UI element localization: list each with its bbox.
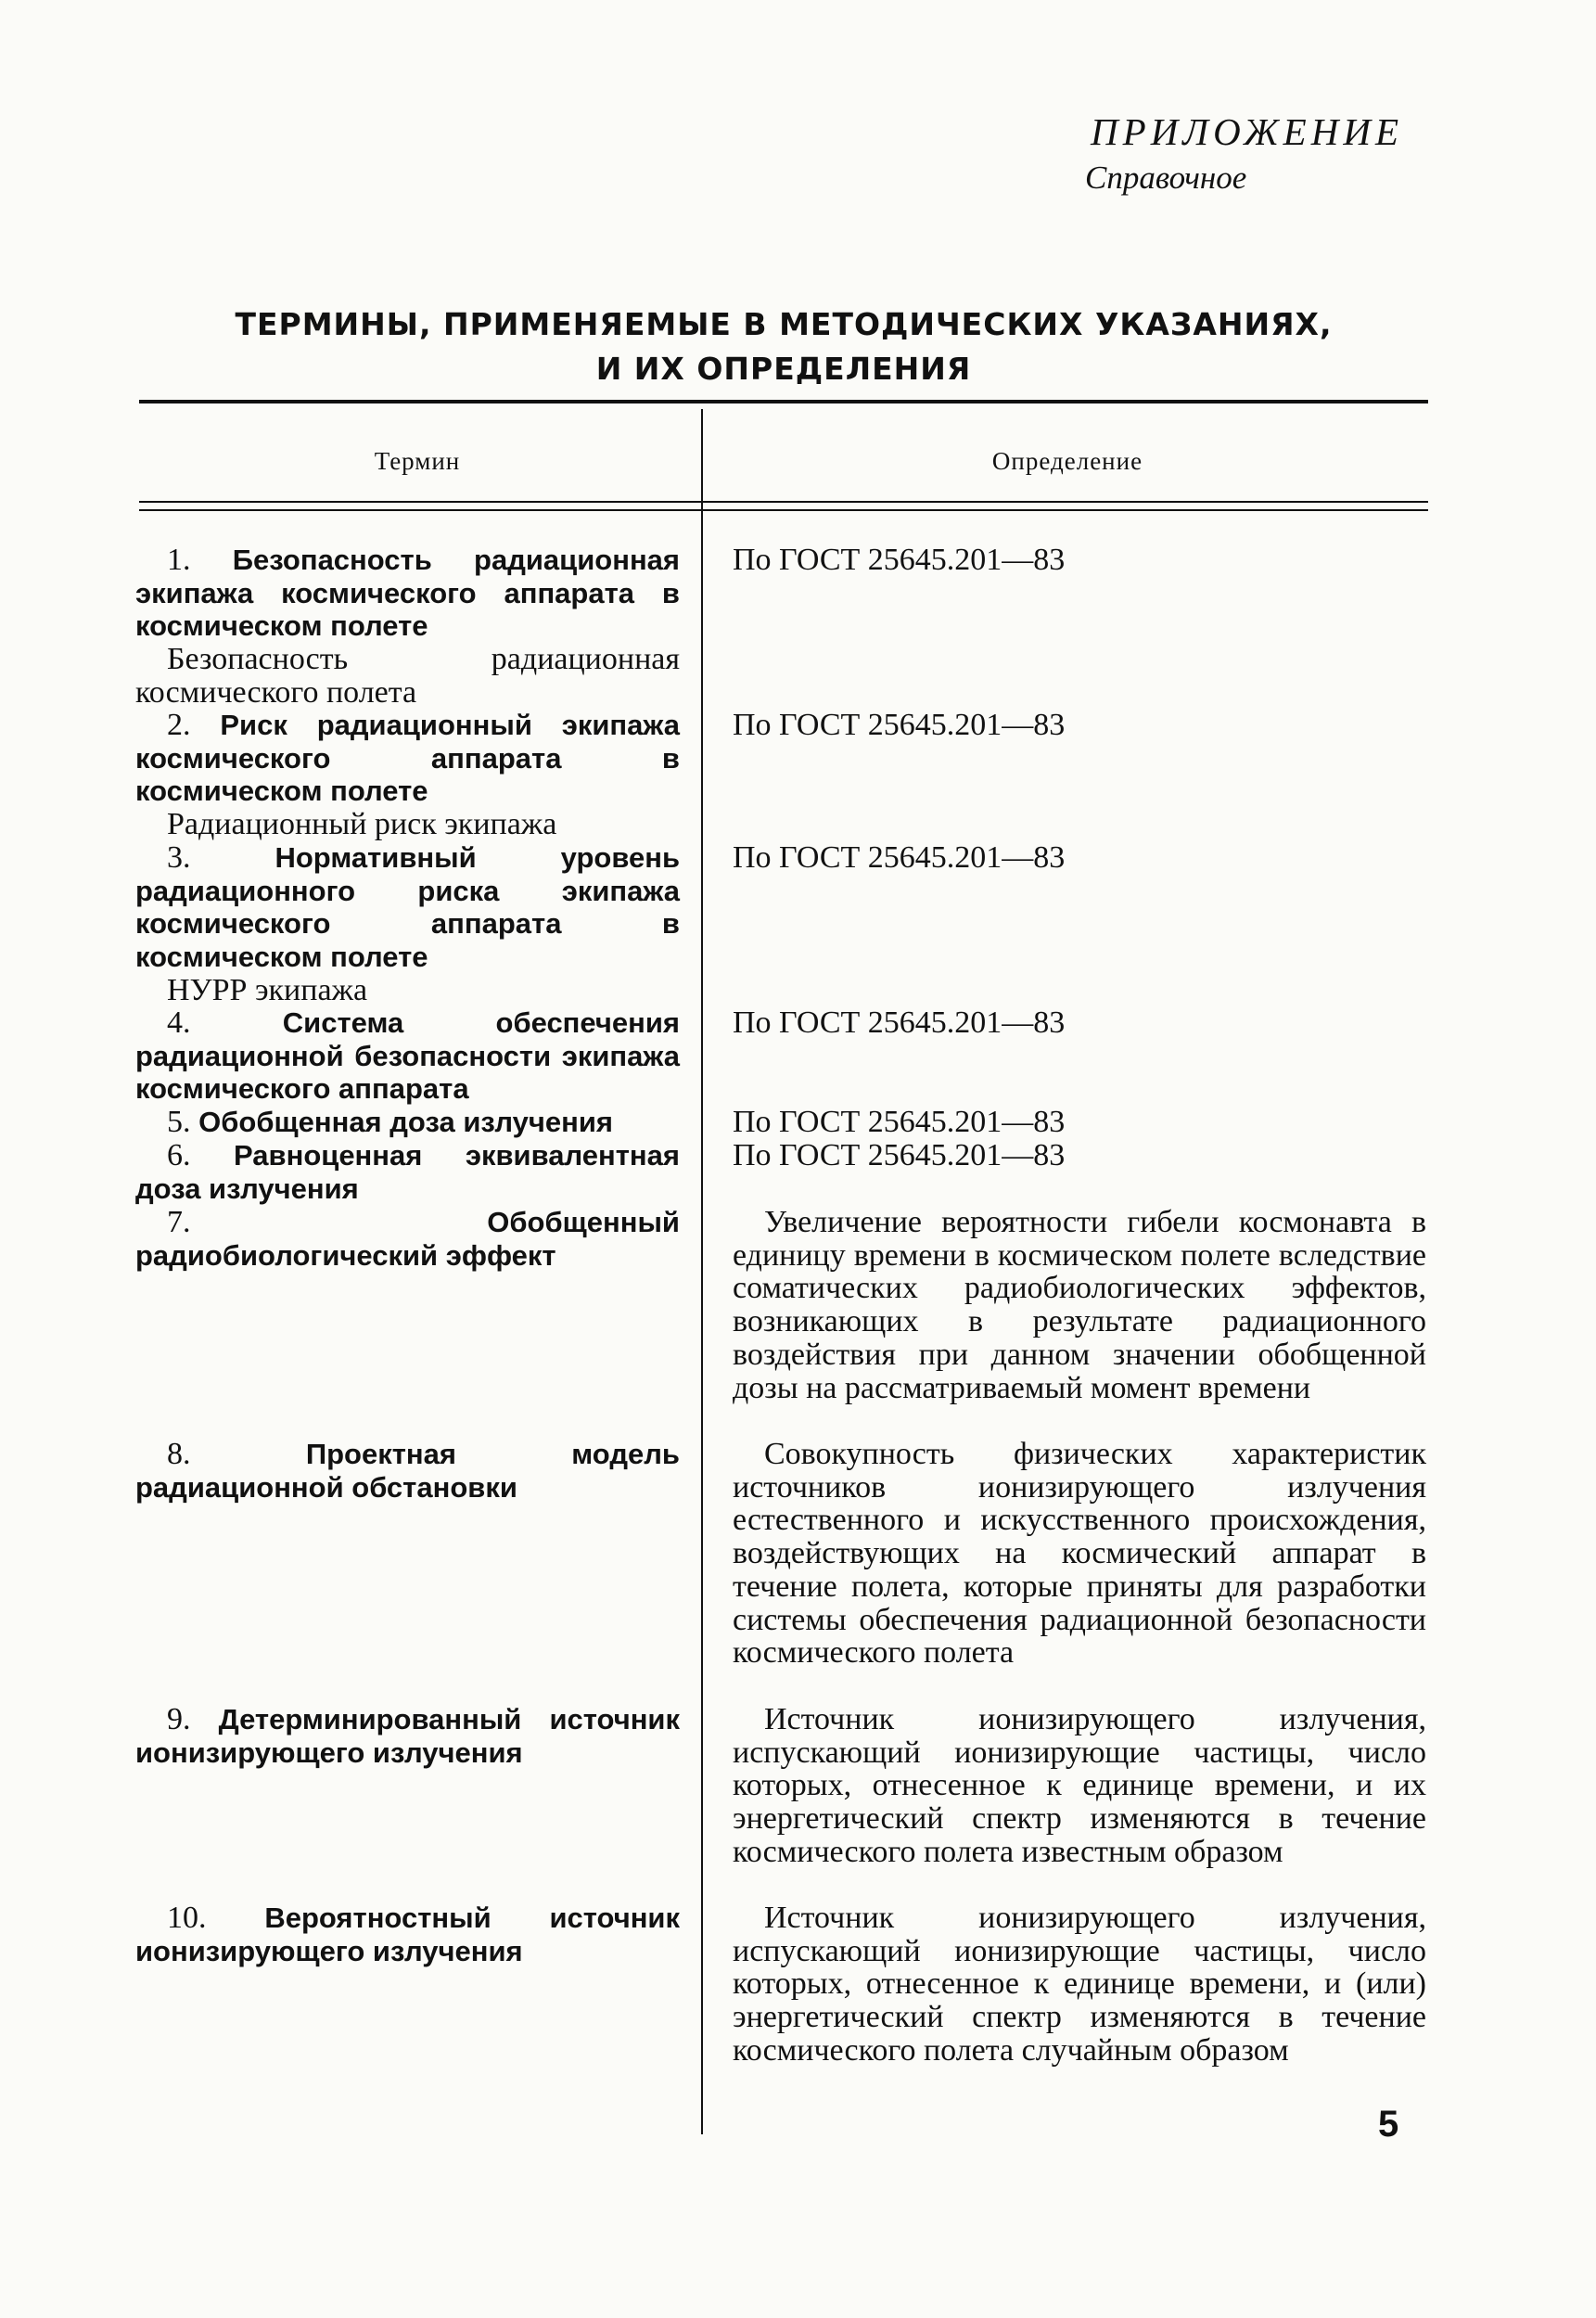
column-header-term: Термин (374, 447, 461, 475)
term-text: Детерминированный источник ионизирующего излучения (135, 1703, 680, 1769)
term-cell (135, 1206, 680, 1272)
table-row (0, 1703, 1596, 1902)
term-cell (135, 1902, 680, 1967)
table-row (0, 1438, 1596, 1703)
table-row (0, 1006, 1596, 1106)
definition-text: Увеличение вероятности гибели космонавта в единицу времени в космическом полете вследствие соматических радиобиологических эффектов, возникающих в результате радиационного воздействия при данном значении обобщенной дозы на рассматриваемый момент времени (733, 1205, 1426, 1405)
definition-text: Источник ионизирующего излучения, испускающий ионизирующие частицы, число которых, отнесенное к единице времени, и (или) энергетический спектр изменяются в течение космического полета случайным образом (733, 1901, 1426, 2068)
definition-cell: По ГОСТ 25645.201—83 (733, 543, 1066, 577)
term-number: 7. (167, 1205, 191, 1239)
term-cell (135, 1006, 680, 1106)
column-header-definition: Определение (991, 447, 1143, 475)
table-top-rule (139, 400, 1428, 403)
definition-text: Источник ионизирующего излучения, испускающий ионизирующие частицы, число которых, отнесенное к единице времени, и их энергетический спектр изменяются в течение космического полета известным образом (733, 1702, 1426, 1869)
header-rule (139, 501, 1428, 503)
page-number: 5 (1378, 2104, 1399, 2145)
term-synonym: Радиационный риск экипажа (167, 807, 557, 842)
term-number: 8. (167, 1437, 191, 1471)
definition-cell: По ГОСТ 25645.201—83 (733, 1138, 1066, 1172)
term-text: Равноценная эквивалентная доза излучения (135, 1139, 680, 1205)
term-number: 2. (167, 708, 191, 742)
term-synonym: Безопасность радиационная космического полета (135, 642, 680, 710)
term-cell (135, 1106, 680, 1139)
table-row (0, 1139, 1596, 1206)
term-text: Риск радиационный экипажа космического аппарата в космическом полете (135, 709, 680, 808)
table-row (0, 841, 1596, 1006)
definition-cell (733, 1438, 1426, 1670)
term-text: Безопасность радиационная экипажа космического аппарата в космическом полете (135, 544, 680, 643)
header-rule-double (139, 509, 1428, 511)
table-row (0, 709, 1596, 841)
terms-table (0, 544, 1596, 2100)
definition-cell: По ГОСТ 25645.201—83 (733, 708, 1066, 742)
term-text: Обобщенный радиобиологический эффект (135, 1206, 680, 1272)
term-text: Нормативный уровень радиационного риска экипажа космического аппарата в космическом полете (135, 841, 680, 974)
definition-cell: По ГОСТ 25645.201—83 (733, 1005, 1066, 1040)
term-synonym: НУРР экипажа (167, 972, 368, 1007)
definition-cell (733, 1902, 1426, 2068)
term-number: 1. (167, 543, 191, 577)
term-number: 3. (167, 840, 191, 875)
appendix-type: Справочное (1085, 160, 1247, 196)
table-row (0, 1902, 1596, 2100)
definition-cell: По ГОСТ 25645.201—83 (733, 1105, 1066, 1139)
appendix-title: ПРИЛОЖЕНИЕ (1091, 110, 1403, 153)
term-cell (135, 841, 680, 1007)
term-text: Проектная модель радиационной обстановки (135, 1438, 680, 1504)
term-text: Система обеспечения радиационной безопасности экипажа космического аппарата (135, 1006, 680, 1106)
title-line-1: ТЕРМИНЫ, ПРИМЕНЯЕМЫЕ В МЕТОДИЧЕСКИХ УКАЗАНИЯХ, (235, 306, 1333, 342)
definition-cell: По ГОСТ 25645.201—83 (733, 840, 1066, 875)
definition-cell (733, 1703, 1426, 1869)
term-cell (135, 544, 680, 710)
title-line-2: И ИХ ОПРЕДЕЛЕНИЯ (595, 351, 972, 387)
table-row (0, 1106, 1596, 1139)
term-number: 6. (167, 1138, 191, 1172)
term-cell (135, 709, 680, 841)
appendix-label (1085, 109, 1403, 197)
definition-cell (733, 1206, 1426, 1404)
term-text: Вероятностный источник ионизирующего излучения (135, 1902, 680, 1967)
definition-text: Совокупность физических характеристик источников ионизирующего излучения естественного и искусственного происхождения, воздействующих на космический аппарат в течение полета, которые приняты для разработки системы обеспечения радиационной безопасности космического полета (733, 1437, 1426, 1671)
term-text: Обобщенная доза излучения (198, 1106, 614, 1138)
table-row (0, 544, 1596, 709)
term-cell (135, 1703, 680, 1769)
term-number: 4. (167, 1005, 191, 1040)
term-number: 9. (167, 1702, 191, 1736)
term-number: 5. (167, 1105, 191, 1139)
page-title (139, 302, 1428, 391)
table-row (0, 1206, 1596, 1438)
term-cell (135, 1139, 680, 1205)
term-cell (135, 1438, 680, 1504)
term-number: 10. (167, 1901, 207, 1935)
